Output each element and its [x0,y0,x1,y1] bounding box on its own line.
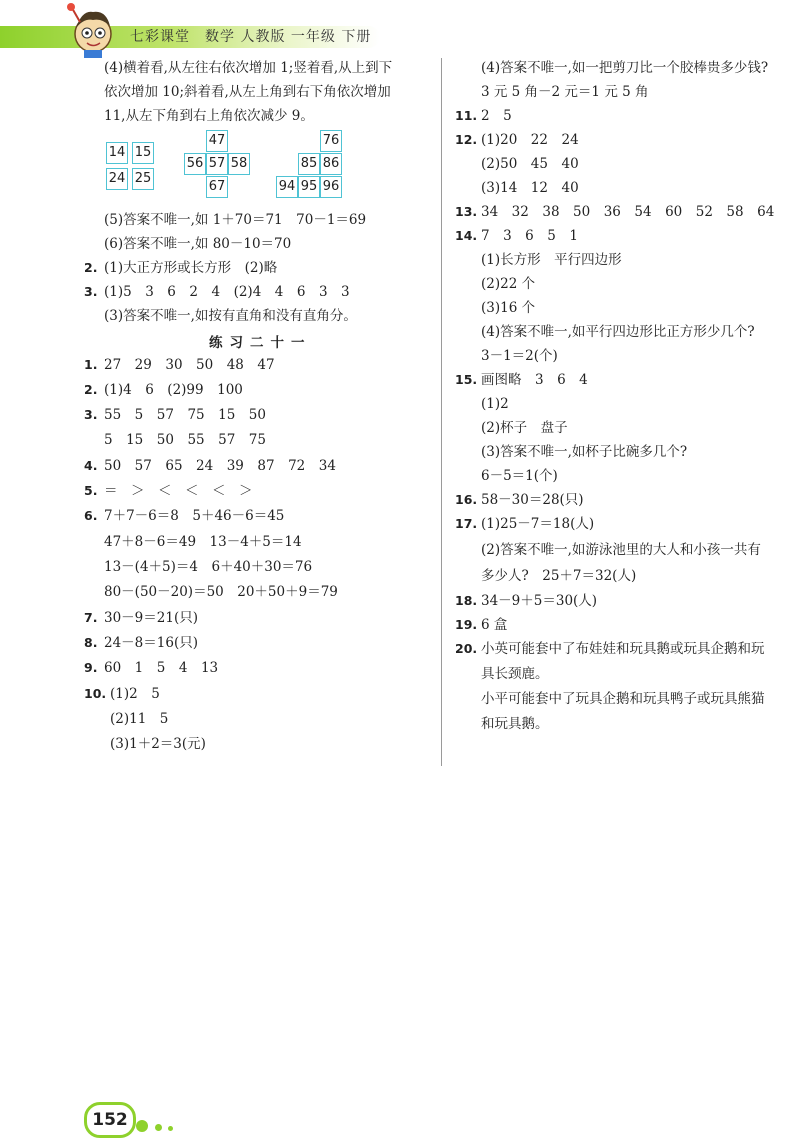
grid-cell: 86 [320,153,342,175]
header-title: 七彩课堂 数学 人教版 一年级 下册 [130,29,372,45]
answer-text: 2 5 [481,108,512,124]
answer-8 [84,633,198,653]
answer-number: 13. [455,204,478,219]
answer-number: 3. [84,284,98,299]
answer-9 [84,658,218,678]
answer-18 [455,591,597,611]
answer-text: 60 1 5 4 13 [104,660,219,676]
footer-dot-medium [155,1124,162,1131]
answer-text: 24－8＝16(只) [104,635,198,651]
mascot-icon [60,0,130,60]
answer-10 [84,684,160,704]
answer-7 [84,608,198,628]
answer-number: 2. [84,382,98,397]
answer-2b [84,380,243,400]
left-line-8: 47＋8－6＝49 13－4＋5＝14 [104,534,302,550]
answer-text: 画图略 3 6 4 [481,372,588,388]
grid-cell: 95 [298,176,320,198]
answer-5 [84,481,253,501]
right-line-1: (4)答案不唯一,如一把剪刀比一个胶棒贵多少钱? [481,60,769,76]
left-line-6: (3)答案不唯一,如按有直角和没有直角分。 [104,308,357,324]
answer-text: 6 盒 [481,617,508,633]
grid-cell: 25 [132,168,154,190]
left-line-4: (5)答案不唯一,如 1＋70＝71 70－1＝69 [104,212,367,228]
answer-number: 18. [455,593,478,608]
answer-number: 6. [84,508,98,523]
right-line-13: 6－5＝1(个) [481,468,558,484]
page-number: 152 [84,1102,136,1138]
answer-19 [455,615,507,635]
right-line-5: (1)长方形 平行四边形 [481,252,622,268]
answer-text: 7 3 6 5 1 [481,228,578,244]
answer-number: 10. [84,686,107,701]
right-line-11: (2)杯子 盘子 [481,420,568,436]
answer-17 [455,514,594,534]
left-line-2: 依次增加 10;斜着看,从左上角到右下角依次增加 [104,84,391,100]
answer-15 [455,370,588,390]
answer-text: (1)5 3 6 2 4 (2)4 4 6 3 3 [104,284,350,300]
grid-cell: 56 [184,153,206,175]
grid-cell: 57 [206,153,228,175]
answer-3 [84,282,350,302]
answer-13 [455,202,774,222]
answer-text: 小英可能套中了布娃娃和玩具鹅或玩具企鹅和玩 [481,641,765,657]
right-line-10: (1)2 [481,396,509,412]
answer-number: 20. [455,641,478,656]
answer-14 [455,226,578,246]
grid-cell: 85 [298,153,320,175]
right-line-7: (3)16 个 [481,300,536,316]
answer-text: 55 5 57 75 15 50 [104,407,266,423]
right-line-17: 小平可能套中了玩具企鹅和玩具鸭子或玩具熊猫 [481,691,765,707]
answer-text: (1)25－7＝18(人) [481,516,595,532]
answer-number: 12. [455,132,478,147]
answer-20 [455,639,765,659]
answer-text: 50 57 65 24 39 87 72 34 [104,458,336,474]
answer-number: 1. [84,357,98,372]
answer-number: 8. [84,635,98,650]
answer-number: 15. [455,372,478,387]
left-line-10: 80－(50－20)＝50 20＋50＋9＝79 [104,584,338,600]
grid-cell: 94 [276,176,298,198]
answer-number: 19. [455,617,478,632]
answer-3b [84,405,266,425]
right-line-9: 3－1＝2(个) [481,348,558,364]
section-title: 练习二十一 [209,335,312,351]
grid-cell: 96 [320,176,342,198]
grid-cell: 76 [320,130,342,152]
right-line-8: (4)答案不唯一,如平行四边形比正方形少几个? [481,324,755,340]
column-divider [441,58,442,766]
answer-12 [455,130,579,150]
grid-cell: 67 [206,176,228,198]
answer-4 [84,456,336,476]
left-line-3: 11,从左下角到右上角依次减少 9。 [104,108,314,124]
right-line-14: (2)答案不唯一,如游泳池里的大人和小孩一共有 [481,542,761,558]
left-line-9: 13－(4＋5)＝4 6＋40＋30＝76 [104,559,313,575]
left-line-11: (2)11 5 [110,711,169,727]
right-line-3: (2)50 45 40 [481,156,579,172]
answer-text: 34 32 38 50 36 54 60 52 58 64 [481,204,775,220]
right-line-18: 和玩具鹅。 [481,716,549,732]
answer-number: 9. [84,660,98,675]
grid-cell: 24 [106,168,128,190]
grid-cell: 14 [106,142,128,164]
answer-text: 58－30＝28(只) [481,492,584,508]
answer-text: (1)20 22 24 [481,132,579,148]
footer-dot-small [168,1126,173,1131]
right-line-15: 多少人? 25＋7＝32(人) [481,568,637,584]
answer-16 [455,490,584,510]
answer-2 [84,258,277,278]
answer-text: 27 29 30 50 48 47 [104,357,275,373]
answer-6 [84,506,284,526]
answer-text: (1)大正方形或长方形 (2)略 [104,260,278,276]
grid-cell: 58 [228,153,250,175]
right-line-4: (3)14 12 40 [481,180,579,196]
grid-cell: 15 [132,142,154,164]
right-line-16: 具长颈鹿。 [481,666,549,682]
answer-text: ＝ ＞ ＜ ＜ ＜ ＞ [104,483,253,499]
answer-number: 2. [84,260,98,275]
answer-number: 5. [84,483,98,498]
answer-number: 17. [455,516,478,531]
left-line-1: (4)横着看,从左往右依次增加 1;竖着看,从上到下 [104,60,393,76]
answer-number: 11. [455,108,478,123]
answer-number: 7. [84,610,98,625]
answer-text: 7＋7－6＝8 5＋46－6＝45 [104,508,285,524]
answer-number: 3. [84,407,98,422]
left-line-7: 5 15 50 55 57 75 [104,432,266,448]
left-line-12: (3)1＋2＝3(元) [110,736,206,752]
right-line-12: (3)答案不唯一,如杯子比碗多几个? [481,444,688,460]
answer-text: (1)4 6 (2)99 100 [104,382,243,398]
answer-number: 4. [84,458,98,473]
right-line-6: (2)22 个 [481,276,536,292]
answer-number: 16. [455,492,478,507]
grid-cell: 47 [206,130,228,152]
left-line-5: (6)答案不唯一,如 80－10＝70 [104,236,292,252]
answer-text: (1)2 5 [110,686,160,702]
answer-number: 14. [455,228,478,243]
footer-dot-large [136,1120,148,1132]
right-line-2: 3 元 5 角－2 元＝1 元 5 角 [481,84,649,100]
answer-11 [455,106,512,126]
answer-text: 34－9＋5＝30(人) [481,593,598,609]
answer-text: 30－9＝21(只) [104,610,198,626]
answer-1 [84,355,275,375]
